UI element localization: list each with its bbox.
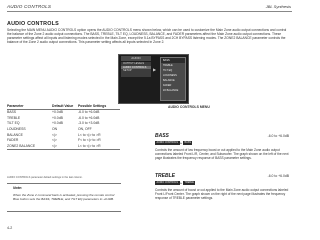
table-cell: +0.0dB xyxy=(52,115,63,120)
table-caption: AUDIO CONTROLS parameter default settings in the last column. xyxy=(7,176,83,179)
note-rule-top xyxy=(7,183,121,184)
section-title: AUDIO CONTROLS xyxy=(7,21,59,27)
menu-panel-item[interactable]: BALANCE xyxy=(163,79,175,82)
table-cell: <|> xyxy=(52,144,78,150)
breadcrumb-treble xyxy=(155,181,195,185)
table-cell: ON, OFF xyxy=(78,126,92,131)
table-cell: <|> xyxy=(52,138,57,143)
menu-panel-item[interactable]: BASS xyxy=(161,58,185,63)
table-header: Possible Settings xyxy=(78,104,120,110)
menu-arrow-icon: ▶ xyxy=(153,67,157,72)
crumb-treble: TREBLE xyxy=(184,181,194,184)
menu-panel-item[interactable]: TILT EQ xyxy=(163,69,173,72)
breadcrumb-bass xyxy=(155,141,192,145)
param-title-bass: BASS xyxy=(155,133,169,139)
table-cell: -6.0 to +6.0dB xyxy=(78,110,100,115)
param-desc-bass: Controls the amount of low frequency boost or cut applied to the Main Zone audio output connections labeled Front L/R, Center, and Subwoofer. The graph shown on the left of the next page illustrates the frequency response of BASS parameter settings. xyxy=(155,148,289,160)
crumb-arrow-icon: ▸ xyxy=(180,141,183,145)
param-desc-treble: Controls the amount of boost or cut applied to the Main Zone audio output connections labeled Front L/Front Center. The graph shown on the right of the next page illustrates the frequency response of TREBLE parameter settings. xyxy=(155,188,289,200)
menu-tab: AUDIO xyxy=(121,56,151,61)
table-cell: TILT EQ xyxy=(7,121,20,126)
note-text: When the Zone 2 command bank is activated, pressing the remote control Blue button sets the BASS, TREBLE, and TILT EQ parameters to +0.0dB. xyxy=(13,193,115,201)
table-cell: FADER xyxy=(7,138,19,143)
header-brand: JBL Synthesis xyxy=(265,4,291,9)
table-cell: -6.0 to +6.0dB xyxy=(78,115,100,120)
param-title-treble: TREBLE xyxy=(155,173,175,179)
param-range-bass: -6.0 to +6.0dB xyxy=(267,134,289,138)
menu-panel xyxy=(160,57,186,101)
menu-list xyxy=(121,62,151,77)
figure-caption: AUDIO CONTROLS MENU xyxy=(168,105,210,109)
table-header: Default Value xyxy=(52,104,78,110)
table-cell: ZONE2 BALANCE xyxy=(7,144,52,150)
table-cell: +0.0dB xyxy=(52,110,63,115)
menu-list-item[interactable]: SETUP xyxy=(123,69,132,73)
crumb-bass: BASS xyxy=(184,141,191,144)
table-cell: BASS xyxy=(7,110,17,115)
crumb-audio-controls: AUDIO CONTROLS xyxy=(156,141,179,144)
table-cell: +0.0dB xyxy=(52,121,63,126)
crumb-audio-controls: AUDIO CONTROLS xyxy=(156,181,179,184)
parameter-table xyxy=(7,104,120,150)
menu-panel-item[interactable]: TREBLE xyxy=(163,64,173,67)
table-row xyxy=(7,144,120,150)
header-section-title: AUDIO CONTROLS xyxy=(7,4,52,9)
note-title: Note: xyxy=(13,186,23,190)
crumb-arrow-icon: ▸ xyxy=(180,181,183,185)
table-cell: <|> xyxy=(52,132,57,137)
table-header: Parameter xyxy=(7,104,52,110)
intro-paragraph: Selecting the MAIN MENU AUDIO CONTROLS option opens the AUDIO CONTROLS menu shown below, which can be used to customize the Main Zone audio output connections and control the balance of the Zone 2 audio output connections. The BASS, TREBLE, TILT EQ, LOUDNESS, BALANCE, and FADER parameters affect the Main Zone audio output connections. These parameter settings affect all inputs and listening modes selected in the Main Zone, except the 5.1a BYPASS and 2CH BYPASS listening modes. The ZONE2 BALANCE parameter controls the balance of the Zone 2 audio output connections. This parameter setting affects all inputs selected in Zone 2. xyxy=(7,28,287,45)
table-cell: F< to <|> to >R xyxy=(78,138,101,143)
header-rule xyxy=(7,11,292,12)
note-rule-bottom xyxy=(7,211,121,212)
table-cell: ON xyxy=(52,126,58,131)
table-cell: BALANCE xyxy=(7,132,23,137)
table-cell: TREBLE xyxy=(7,115,21,120)
menu-panel-item[interactable]: FADER xyxy=(163,84,172,87)
page-number: 4-2 xyxy=(7,226,13,230)
table-cell: L< to <|> to >R xyxy=(78,144,120,150)
table-cell: -3.0 to +3.0dB xyxy=(78,121,100,126)
menu-panel-item[interactable]: LOUDNESS xyxy=(163,74,177,77)
menu-list-item[interactable]: OUTPUT LEVELS xyxy=(123,62,145,65)
table-cell: LOUDNESS xyxy=(7,126,26,131)
param-range-treble: -6.0 to +6.0dB xyxy=(267,174,289,178)
table-cell: L< to <|> to >R xyxy=(78,132,101,137)
menu-list-item[interactable]: AUDIO CONTROLS xyxy=(121,66,151,70)
menu-panel-item[interactable]: Z2 BALANCE xyxy=(163,89,179,92)
